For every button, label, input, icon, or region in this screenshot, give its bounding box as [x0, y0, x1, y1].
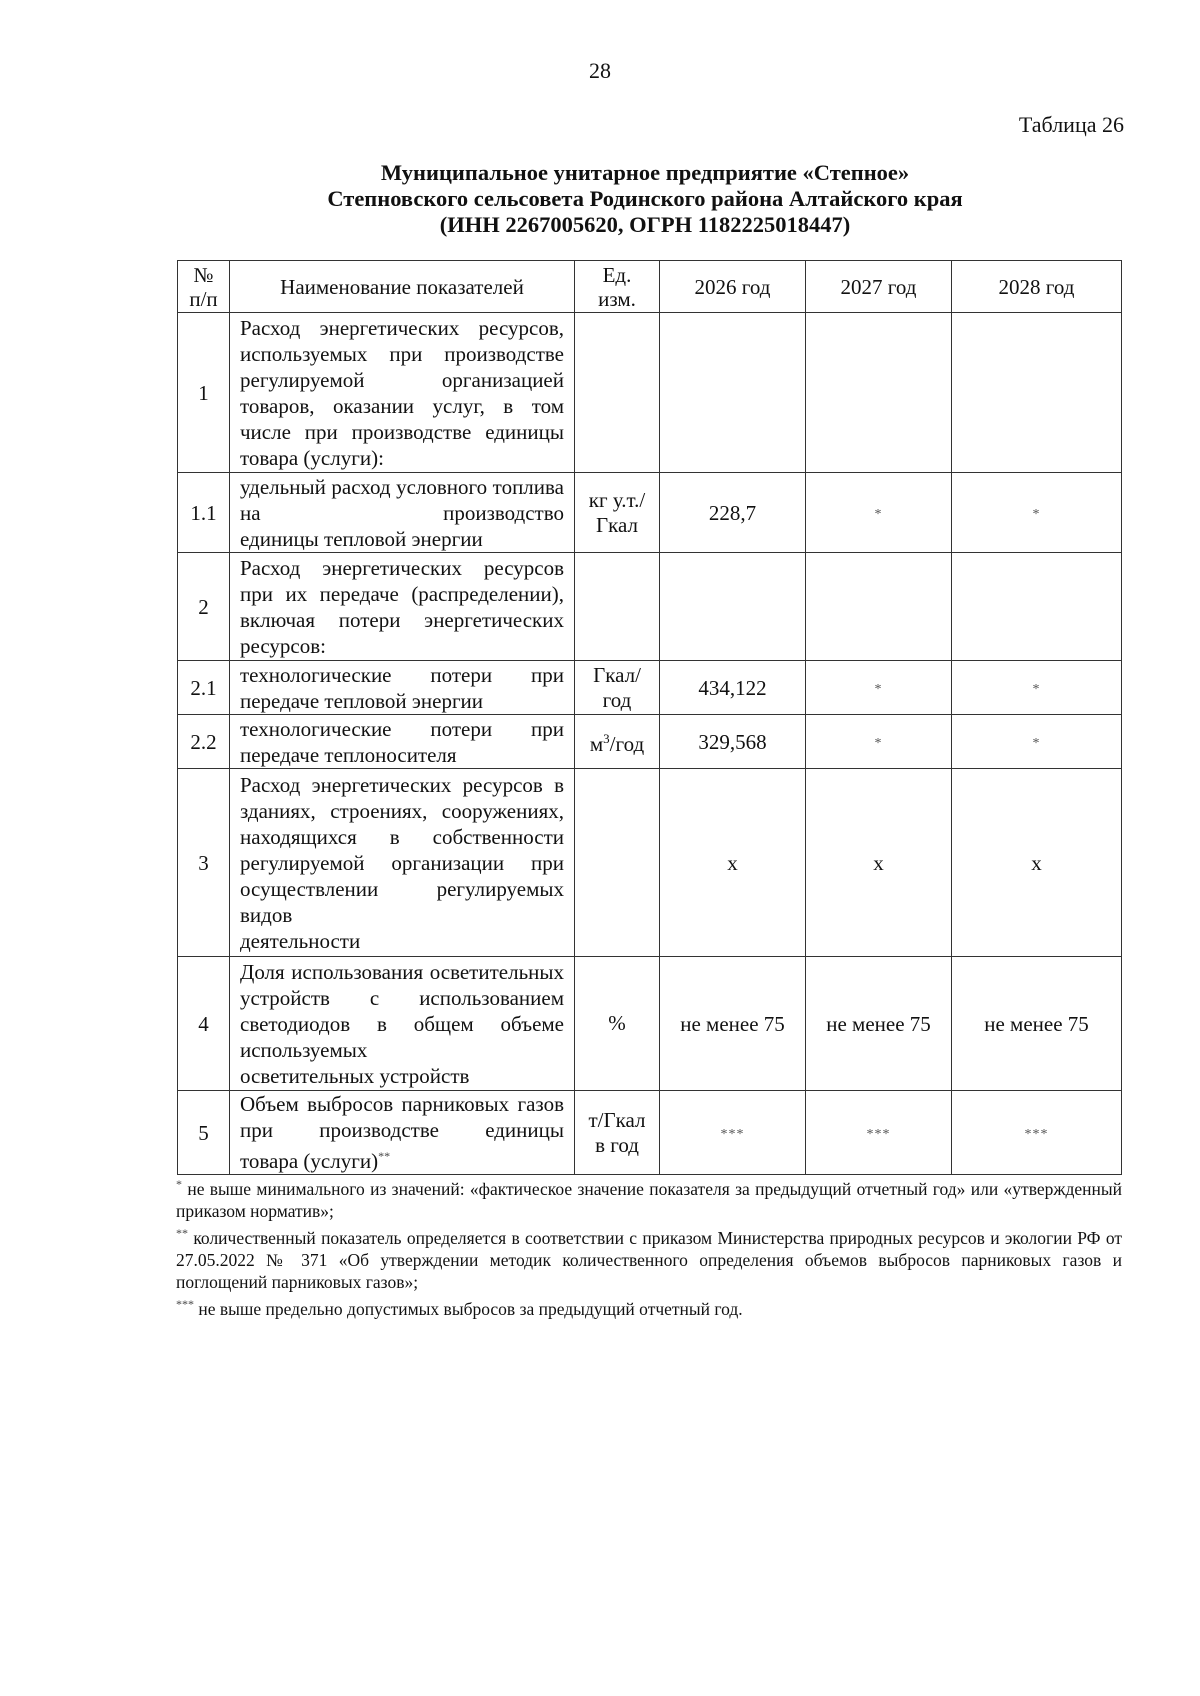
row-unit	[575, 313, 660, 473]
row-name	[230, 769, 575, 957]
header-name: Наименование показателей	[230, 261, 575, 313]
row-unit-line2: год	[602, 687, 632, 712]
footnote	[176, 1173, 1122, 1222]
row-num: 1.1	[178, 473, 230, 553]
row-unit	[575, 661, 660, 715]
row-name	[230, 553, 575, 661]
row-2026: не менее 75	[660, 957, 806, 1091]
row-2026	[660, 313, 806, 473]
footnote-mark: *	[176, 1177, 182, 1191]
indicators-table	[177, 260, 1122, 1175]
row-name-last: единицы тепловой энергии	[240, 526, 483, 551]
row-2026: 228,7	[660, 473, 806, 553]
row-2026	[660, 553, 806, 661]
footnote-ref: **	[378, 1149, 391, 1163]
table-row	[178, 661, 1122, 715]
asterisk-mark: *	[874, 506, 883, 522]
row-2026: х	[660, 769, 806, 957]
row-2027	[806, 1091, 952, 1175]
row-2028	[952, 715, 1122, 769]
row-unit-line2: в год	[595, 1132, 639, 1157]
row-name	[230, 957, 575, 1091]
row-unit	[575, 715, 660, 769]
footnote	[176, 1222, 1122, 1293]
footnote-text: не выше предельно допустимых выбросов за предыдущий отчетный год.	[194, 1298, 743, 1319]
row-name-last: товара (услуги)	[240, 1149, 379, 1173]
asterisk-mark: ***	[720, 1126, 745, 1142]
row-2027	[806, 661, 952, 715]
footnotes	[176, 1173, 1122, 1319]
footnote	[176, 1293, 1122, 1320]
row-unit	[575, 1091, 660, 1175]
asterisk-mark: ***	[866, 1126, 891, 1142]
asterisk-mark: *	[1032, 506, 1041, 522]
header-2026: 2026 год	[660, 261, 806, 313]
row-name	[230, 715, 575, 769]
unit-base: м	[589, 732, 604, 756]
header-unit-line2: изм.	[598, 286, 636, 311]
table-row	[178, 553, 1122, 661]
row-2028	[952, 313, 1122, 473]
title-line-3: (ИНН 2267005620, ОГРН 1182225018447)	[439, 212, 851, 237]
row-unit-line1: т/Гкал	[588, 1107, 646, 1132]
row-unit	[575, 769, 660, 957]
row-name	[230, 661, 575, 715]
row-name-text: Расход энергетических ресурсов при их передаче (распределении), включая потери энергетических	[240, 555, 564, 632]
row-name-last: ресурсов:	[240, 633, 326, 658]
table-row	[178, 715, 1122, 769]
row-num: 2.2	[178, 715, 230, 769]
title-line-1: Муниципальное унитарное предприятие «Степное»	[380, 160, 910, 185]
row-name-text: Расход энергетических ресурсов в зданиях, строениях, сооружениях, находящихся в собственности регулируемой организации при осуществлении регулируемых видов	[240, 772, 564, 927]
row-unit-line2: Гкал	[595, 512, 638, 537]
row-name-text: Расход энергетических ресурсов, используемых при производстве регулируемой организацией товаров, оказании услуг, в том числе при производстве единицы	[240, 315, 564, 444]
row-name	[230, 1091, 575, 1175]
row-name-text: Доля использования осветительных устройств с использованием светодиодов в общем объеме используемых	[240, 959, 564, 1062]
footnote-text: не выше минимального из значений: «фактическое значение показателя за предыдущий отчетный год» или «утвержденный приказом норматив»;	[176, 1178, 1122, 1221]
footnote-mark: ***	[176, 1296, 194, 1311]
header-num-line2: п/п	[189, 286, 218, 311]
table-row	[178, 313, 1122, 473]
header-2028: 2028 год	[952, 261, 1122, 313]
row-name-last: товара (услуги):	[240, 445, 384, 470]
row-2027	[806, 473, 952, 553]
row-2028	[952, 661, 1122, 715]
asterisk-mark: *	[874, 681, 883, 697]
header-unit	[575, 261, 660, 313]
row-unit-line1: кг у.т./	[588, 487, 646, 512]
asterisk-mark: *	[874, 735, 883, 751]
row-name-text: технологические потери при	[240, 662, 564, 687]
header-num	[178, 261, 230, 313]
row-num: 3	[178, 769, 230, 957]
asterisk-mark: ***	[1024, 1126, 1049, 1142]
footnote-text: количественный показатель определяется в соответствии с приказом Министерства природных ресурсов и экологии РФ от 27.05.2022 № 371 «Об утверждении методик количественного определения объемов выбросов парниковых газов и поглощений парниковых газов»;	[176, 1227, 1122, 1292]
row-2026	[660, 1091, 806, 1175]
row-2028	[952, 553, 1122, 661]
header-2027: 2027 год	[806, 261, 952, 313]
row-2028: не менее 75	[952, 957, 1122, 1091]
row-name	[230, 473, 575, 553]
row-2028	[952, 1091, 1122, 1175]
row-name-last-wrap	[240, 1143, 564, 1174]
row-2027	[806, 553, 952, 661]
row-num: 5	[178, 1091, 230, 1175]
row-num: 2	[178, 553, 230, 661]
table-row	[178, 769, 1122, 957]
row-num: 1	[178, 313, 230, 473]
row-2026: 434,122	[660, 661, 806, 715]
page-number: 28	[589, 58, 611, 83]
row-name-last: деятельности	[240, 928, 361, 953]
row-unit: %	[575, 957, 660, 1091]
header-unit-line1: Ед.	[602, 262, 632, 287]
row-2028	[952, 473, 1122, 553]
row-unit	[575, 473, 660, 553]
table-label: Таблица 26	[1018, 112, 1124, 137]
table-row	[178, 1091, 1122, 1175]
row-name	[230, 313, 575, 473]
row-name-text: технологические потери при	[240, 716, 564, 741]
row-2028: х	[952, 769, 1122, 957]
table-header-row	[178, 261, 1122, 313]
title-line-2: Степновского сельсовета Родинского района Алтайского края	[327, 186, 963, 211]
row-name-last: передаче теплоносителя	[240, 742, 457, 767]
document-title	[170, 160, 1120, 238]
row-num: 4	[178, 957, 230, 1091]
row-name-text: удельный расход условного топлива на производство	[240, 474, 564, 525]
row-name-text: Объем выбросов парниковых газов при производстве единицы	[240, 1092, 564, 1142]
row-2026: 329,568	[660, 715, 806, 769]
row-unit	[575, 553, 660, 661]
asterisk-mark: *	[1032, 681, 1041, 697]
footnote-mark: **	[176, 1225, 188, 1240]
row-unit-line1: Гкал/	[593, 662, 641, 687]
row-2027: не менее 75	[806, 957, 952, 1091]
row-2027: х	[806, 769, 952, 957]
row-name-last: передаче тепловой энергии	[240, 688, 484, 713]
row-2027	[806, 313, 952, 473]
header-num-line1: №	[193, 262, 214, 287]
unit-sup: 3	[603, 731, 610, 746]
row-2027	[806, 715, 952, 769]
table-row	[178, 473, 1122, 553]
unit-tail: /год	[609, 732, 645, 756]
row-num: 2.1	[178, 661, 230, 715]
asterisk-mark: *	[1032, 735, 1041, 751]
table-row	[178, 957, 1122, 1091]
row-name-last: осветительных устройств	[240, 1063, 470, 1088]
